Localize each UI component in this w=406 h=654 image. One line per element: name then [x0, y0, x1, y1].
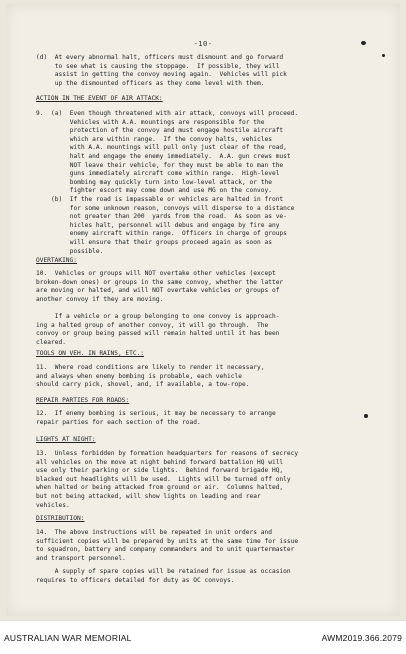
footer-institution: AUSTRALIAN WAR MEMORIAL [4, 633, 132, 643]
page-number: -10- [193, 40, 213, 48]
heading-air-attack: ACTION IN THE EVENT OF AIR ATTACK: [36, 95, 163, 102]
paragraph-spare-copies: A supply of spare copies will be retained for issue as occasion requires to officers detailed for duty as OC convoys. [36, 568, 291, 584]
heading-lights-night: LIGHTS AT NIGHT: [36, 436, 96, 443]
paragraph-d: (d) At every abnormal halt, officers must dismount and go forward to see what is causing the stoppage. If possible, they will assist in getting the convoy moving again. Vehicles will pick up the dismounted officers as they come level with them. [36, 54, 287, 87]
paragraph-10: 10. Vehicles or groups will NOT overtake other vehicles (except broken-down ones) or groups in the same convoy, whether the latter are moving or halted, and will NOT overtake vehicles or groups of another convoy if they are moving. If a vehicle or a group belonging to one convoy is approach- ing a halted group of another convoy, it will go through. The convoy or group being passed will remain halted until it has been cleared. [36, 270, 284, 346]
heading-overtaking: OVERTAKING: [36, 257, 77, 264]
heading-tools: TOOLS ON VEH. IN RAINS, ETC.: [36, 350, 145, 357]
paragraph-9: 9. (a) Even though threatened with air attack, convoys will proceed. Vehicles with A.A. mountings are responsible for the protection of the convoy and must engage hostile aircraft which are within range. If the convoy halts, vehicles with A.A. mountings will pull only just clear of the road, halt and engage the enemy immediately. A.A. gun crews must NOT leave their vehicle, for they must be able to man the guns immediately aircraft come within range. High-level bombing may quickly turn into low-level attack, or the fighter escort may come down and use MG on the convoy. (b) If the road is impassable or vehicles are halted in front for some unknown reason, convoys will disperse to a distance not greater than 200 yards from the road. As soon as ve- hicles halt, personnel will debus and engage by fire any enemy aircraft within range. Officers in charge of groups will ensure that their groups proceed again as soon as possible. [36, 110, 299, 255]
archive-footer [0, 620, 406, 654]
heading-distribution: DISTRIBUTION: [36, 515, 85, 522]
paragraph-14: 14. The above instructions will be repeated in unit orders and sufficient copies will be prepared by units at the same time for issue to squadron, battery and company commanders and to unit quartermaster and transport personnel. [36, 529, 299, 562]
heading-repair-parties: REPAIR PARTIES FOR ROADS: [36, 397, 130, 404]
paragraph-11: 11. Where road conditions are likely to render it necessary, and always when enemy bombing is probable, each vehicle should carry pick, shovel, and, if available, a tow-rope. [36, 364, 265, 389]
paragraph-12: 12. If enemy bombing is serious, it may be necessary to arrange repair parties for each section of the road. [36, 410, 276, 426]
paragraph-13: 13. Unless forbidden by formation headquarters for reasons of secrecy all vehicles on the move at night behind forward battalion HQ will use only their parking or side lights. Behind forward brigade HQ, blacked out headlights will be used. Lights will be turned off only when halted or being attacked from ground or air. Columns halted, but not being attacked, will show lights on leading and rear vehicles. [36, 450, 299, 509]
ink-spot [382, 54, 385, 57]
footer-accession-number: AWM2019.366.2079 [321, 633, 402, 643]
